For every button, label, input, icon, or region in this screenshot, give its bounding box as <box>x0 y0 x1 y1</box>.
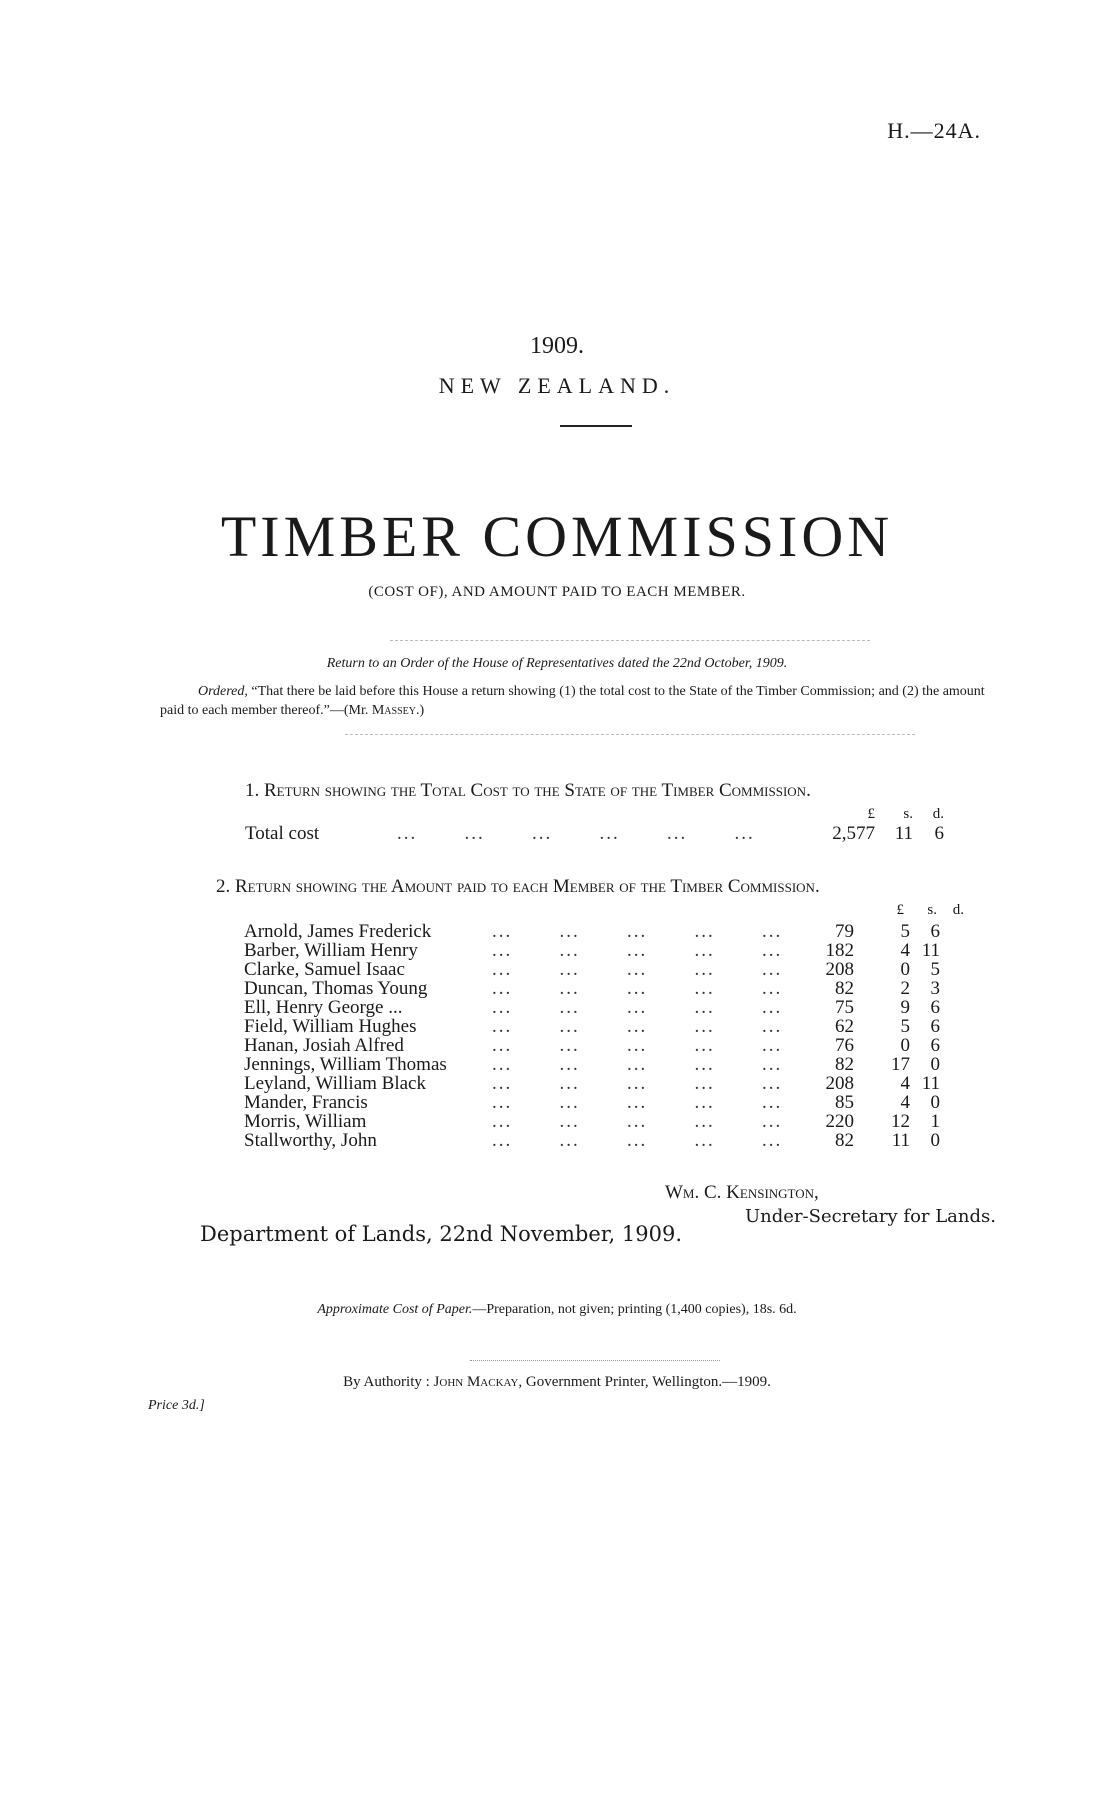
member-shillings: 4 <box>900 1092 910 1113</box>
section2-header-row <box>216 898 976 922</box>
member-pounds: 82 <box>835 1130 854 1151</box>
ordered-end: .) <box>415 703 425 718</box>
authority-prefix: By Authority : <box>343 1374 434 1390</box>
printer-name: John Mackay <box>433 1374 519 1390</box>
member-row <box>244 979 984 998</box>
member-pence: 0 <box>930 1130 940 1151</box>
approximate-cost-note <box>0 1302 1114 1318</box>
member-pence: 11 <box>921 1073 940 1094</box>
member-pence: 1 <box>930 1111 940 1132</box>
member-pounds: 75 <box>835 997 854 1018</box>
leader-dots: ... ... ... ... ... <box>492 921 783 942</box>
member-pounds: 85 <box>835 1092 854 1113</box>
member-shillings: 5 <box>900 1016 910 1037</box>
member-name: Morris, William <box>244 1111 367 1132</box>
section2-heading: 2. Return showing the Amount paid to each Member of the Timber Commission. <box>216 876 820 897</box>
leader-dots: ... ... ... ... ... ... <box>397 823 755 844</box>
leader-dots: ... ... ... ... ... <box>492 1130 783 1151</box>
member-name: Mander, Francis <box>244 1092 368 1113</box>
member-shillings: 0 <box>900 1035 910 1056</box>
member-shillings: 2 <box>900 978 910 999</box>
member-pounds: 182 <box>825 940 854 961</box>
signature-name <box>665 1182 819 1204</box>
member-pence: 6 <box>930 921 940 942</box>
section1-shillings-header: s. <box>903 806 913 822</box>
dashed-divider-top <box>390 640 870 642</box>
member-pence: 0 <box>930 1092 940 1113</box>
approx-label: Approximate Cost of Paper. <box>317 1302 473 1317</box>
member-name: Stallworthy, John <box>244 1130 377 1151</box>
leader-dots: ... ... ... ... ... <box>492 959 783 980</box>
member-name: Ell, Henry George ... <box>244 997 403 1018</box>
member-row <box>244 1131 984 1150</box>
short-rule-divider <box>560 425 632 427</box>
leader-dots: ... ... ... ... ... <box>492 1073 783 1094</box>
member-pence: 5 <box>930 959 940 980</box>
member-name: Hanan, Josiah Alfred <box>244 1035 404 1056</box>
leader-dots: ... ... ... ... ... <box>492 940 783 961</box>
document-year: 1909. <box>530 333 584 359</box>
total-pence: 6 <box>934 823 944 844</box>
ordered-paragraph <box>160 682 1000 720</box>
member-name: Duncan, Thomas Young <box>244 978 428 999</box>
member-row <box>244 922 984 941</box>
leader-dots: ... ... ... ... ... <box>492 978 783 999</box>
section1-table <box>245 802 945 842</box>
leader-dots: ... ... ... ... ... <box>492 1054 783 1075</box>
members-table <box>244 922 984 1150</box>
country-heading: NEW ZEALAND. <box>438 373 676 398</box>
member-pence: 6 <box>930 997 940 1018</box>
total-shillings: 11 <box>894 823 913 844</box>
member-name: Jennings, William Thomas <box>244 1054 447 1075</box>
leader-dots: ... ... ... ... ... <box>492 1092 783 1113</box>
leader-dots: ... ... ... ... ... <box>492 1035 783 1056</box>
section1-heading: 1. Return showing the Total Cost to the State of the Timber Commission. <box>245 780 811 801</box>
section-member-payments <box>216 876 976 1150</box>
page-title: TIMBER COMMISSION <box>220 504 894 569</box>
member-name: Field, William Hughes <box>244 1016 417 1037</box>
member-pence: 6 <box>930 1035 940 1056</box>
member-pounds: 62 <box>835 1016 854 1037</box>
signature-name-text: Wm. C. Kensington, <box>665 1182 819 1203</box>
member-shillings: 4 <box>900 940 910 961</box>
authority-line <box>0 1374 1114 1391</box>
leader-dots: ... ... ... ... ... <box>492 1111 783 1132</box>
leader-dots: ... ... ... ... ... <box>492 1016 783 1037</box>
page-subtitle: (COST OF), AND AMOUNT PAID TO EACH MEMBER. <box>368 584 746 600</box>
dashed-divider-bottom <box>345 734 915 736</box>
member-row <box>244 960 984 979</box>
member-pounds: 76 <box>835 1035 854 1056</box>
member-row <box>244 998 984 1017</box>
member-row <box>244 1074 984 1093</box>
member-row <box>244 1055 984 1074</box>
approx-text: —Preparation, not given; printing (1,400 copies), 18s. 6d. <box>472 1302 797 1317</box>
section2-pence-header: d. <box>952 902 964 918</box>
ordered-text: “That there be laid before this House a return showing (1) the total cost to the State of the Timber Commission; and (2) the amount paid to each member thereof.”—(Mr. <box>160 684 985 718</box>
member-shillings: 4 <box>900 1073 910 1094</box>
section2-shillings-header: s. <box>927 902 937 918</box>
member-name: Leyland, William Black <box>244 1073 426 1094</box>
member-pounds: 220 <box>825 1111 854 1132</box>
return-order-line: Return to an Order of the House of Representatives dated the 22nd October, 1909. <box>326 656 788 671</box>
section2-pounds-header: £ <box>896 902 904 918</box>
signature-position: Under-Secretary for Lands. <box>745 1206 996 1227</box>
member-shillings: 17 <box>891 1054 910 1075</box>
member-name: Clarke, Samuel Isaac <box>244 959 405 980</box>
department-date: Department of Lands, 22nd November, 1909. <box>200 1222 682 1246</box>
ordered-member: Massey <box>371 703 416 718</box>
member-pounds: 79 <box>835 921 854 942</box>
section-total-cost <box>245 780 945 842</box>
member-shillings: 9 <box>900 997 910 1018</box>
section1-pence-header: d. <box>932 806 944 822</box>
leader-dots: ... ... ... ... ... <box>492 997 783 1018</box>
document-code: H.—24A. <box>887 118 981 143</box>
member-pence: 3 <box>930 978 940 999</box>
member-name: Barber, William Henry <box>244 940 418 961</box>
section1-pounds-header: £ <box>867 806 875 822</box>
member-pence: 0 <box>930 1054 940 1075</box>
price-label: Price 3d.] <box>148 1398 205 1413</box>
member-shillings: 11 <box>891 1130 910 1151</box>
member-name: Arnold, James Frederick <box>244 921 432 942</box>
dotted-divider-footer <box>470 1360 720 1362</box>
member-row <box>244 1036 984 1055</box>
member-row <box>244 1017 984 1036</box>
member-row <box>244 1112 984 1131</box>
authority-suffix: , Government Printer, Wellington.—1909. <box>518 1374 771 1390</box>
member-pounds: 82 <box>835 1054 854 1075</box>
member-pence: 11 <box>921 940 940 961</box>
total-cost-label: Total cost <box>245 823 320 844</box>
member-pence: 6 <box>930 1016 940 1037</box>
member-shillings: 0 <box>900 959 910 980</box>
member-pounds: 82 <box>835 978 854 999</box>
member-shillings: 5 <box>900 921 910 942</box>
member-shillings: 12 <box>891 1111 910 1132</box>
total-cost-row <box>245 824 945 843</box>
member-pounds: 208 <box>825 1073 854 1094</box>
total-pounds: 2,577 <box>832 823 875 844</box>
ordered-label: Ordered, <box>198 684 248 699</box>
member-pounds: 208 <box>825 959 854 980</box>
member-row <box>244 941 984 960</box>
member-row <box>244 1093 984 1112</box>
